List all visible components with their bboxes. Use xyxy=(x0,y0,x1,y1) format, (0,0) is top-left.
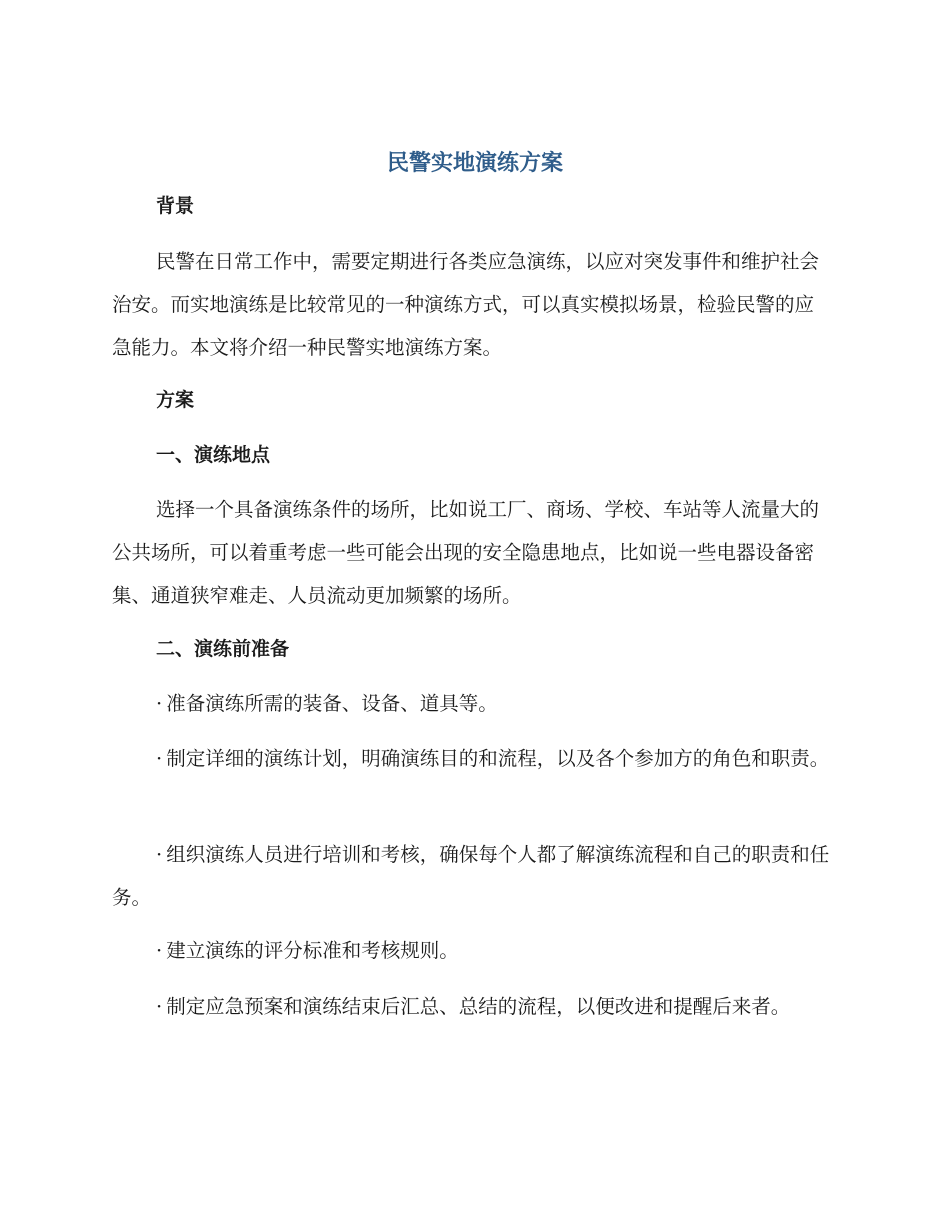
bullet-dot: · xyxy=(156,747,163,770)
bullet-text: 制定应急预案和演练结束后汇总、总结的流程，以便改进和提醒后来者。 xyxy=(166,995,791,1018)
section2-heading: 二、演练前准备 xyxy=(156,638,290,660)
background-heading: 背景 xyxy=(156,195,195,217)
bullet-item xyxy=(112,682,832,725)
bullet-dot: · xyxy=(156,939,163,962)
bullet-text: 制定详细的演练计划，明确演练目的和流程，以及各个参加方的角色和职责。 xyxy=(166,747,830,770)
bullet-item xyxy=(112,985,832,1028)
document-title: 民警实地演练方案 xyxy=(386,151,563,176)
bullet-dot: · xyxy=(156,692,163,715)
background-paragraph: 民警在日常工作中，需要定期进行各类应急演练，以应对突发事件和维护社会治安。而实地演练是比较常见的一种演练方式，可以真实模拟场景，检验民警的应急能力。本文将介绍一种民警实地演练方案。 xyxy=(112,250,820,359)
plan-heading: 方案 xyxy=(156,389,195,411)
bullet-text: 建立演练的评分标准和考核规则。 xyxy=(166,939,459,962)
bullet-item xyxy=(112,737,832,780)
bullet-text: 准备演练所需的装备、设备、道具等。 xyxy=(166,692,498,715)
bullet-dot: · xyxy=(156,995,163,1018)
bullet-dot: · xyxy=(156,843,163,866)
section1-heading: 一、演练地点 xyxy=(156,444,271,466)
bullet-text: 组织演练人员进行培训和考核，确保每个人都了解演练流程和自己的职责和任务。 xyxy=(112,843,830,909)
bullet-item xyxy=(112,929,832,972)
bullet-item xyxy=(112,833,832,919)
section1-paragraph: 选择一个具备演练条件的场所，比如说工厂、商场、学校、车站等人流量大的公共场所，可以着重考虑一些可能会出现的安全隐患地点，比如说一些电器设备密集、通道狭窄难走、人员流动更加频繁的场所。 xyxy=(112,498,820,607)
